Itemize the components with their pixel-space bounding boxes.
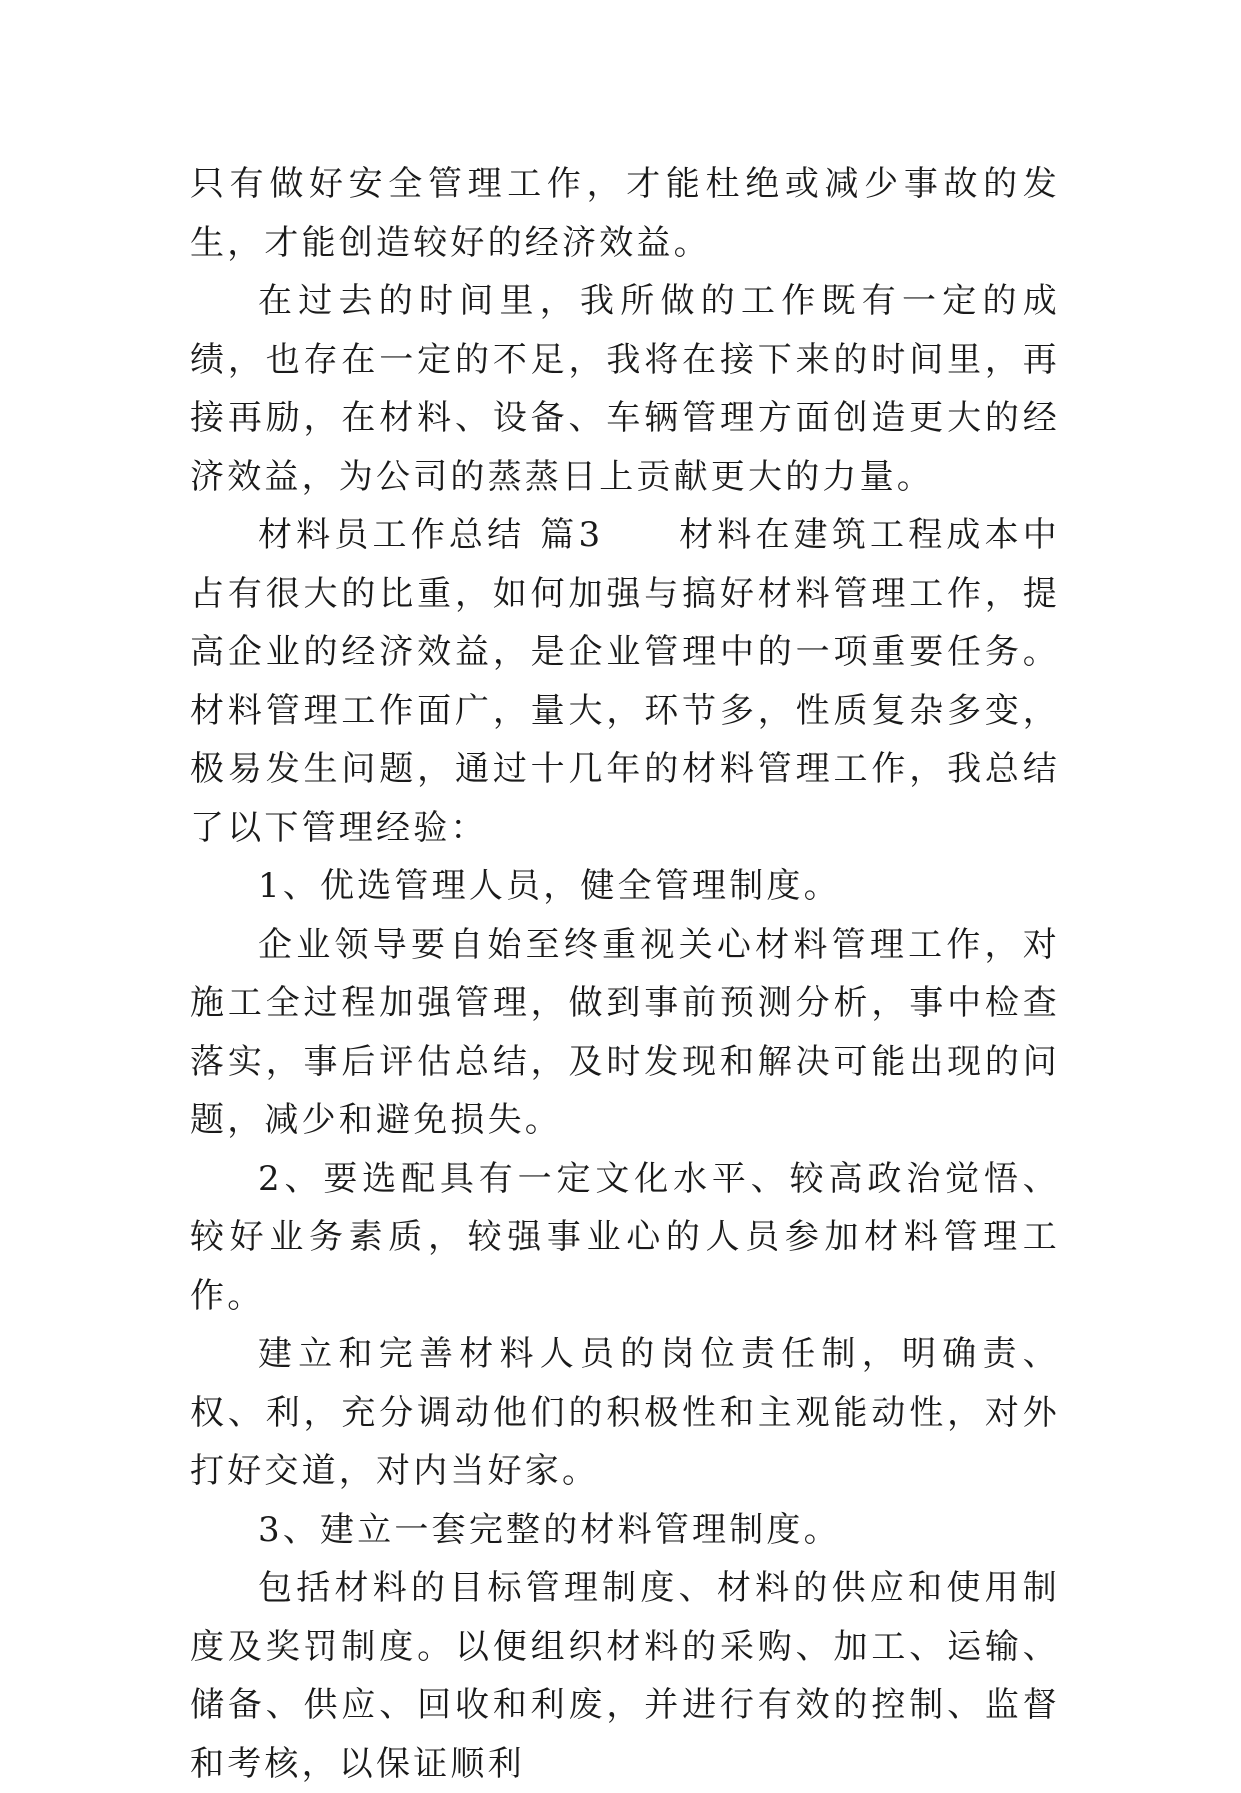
paragraph-6: 2、要选配具有一定文化水平、较高政治觉悟、较好业务素质，较强事业心的人员参加材料管理工作。 bbox=[190, 1158, 1060, 1316]
paragraph-8: 3、建立一套完整的材料管理制度。 bbox=[258, 1509, 841, 1550]
paragraph-4: 1、优选管理人员，健全管理制度。 bbox=[258, 866, 841, 906]
paragraph-9: 包括材料的目标管理制度、材料的供应和使用制度及奖罚制度。以便组织材料的采购、加工、运输、储备、供应、回收和利废，并进行有效的控制、监督和考核，以保证顺利 bbox=[190, 1568, 1060, 1784]
document-body bbox=[190, 155, 1060, 1793]
paragraph-7: 建立和完善材料人员的岗位责任制，明确责、权、利，充分调动他们的积极性和主观能动性，对外打好交道，对内当好家。 bbox=[190, 1334, 1060, 1491]
paragraph-5: 企业领导要自始至终重视关心材料管理工作，对施工全过程加强管理，做到事前预测分析，事中检查落实，事后评估总结，及时发现和解决可能出现的问题，减少和避免损失。 bbox=[190, 924, 1060, 1140]
paragraph-3-text: 材料在建筑工程成本中占有很大的比重，如何加强与搞好材料管理工作，提高企业的经济效益，是企业管理中的一项重要任务。材料管理工作面广，量大，环节多，性质复杂多变，极易发生问题，通过十几年的材料管理工作，我总结了以下管理经验： bbox=[190, 515, 1060, 848]
paragraph-3 bbox=[190, 506, 1060, 857]
paragraph-1: 只有做好安全管理工作，才能杜绝或减少事故的发生，才能创造较好的经济效益。 bbox=[190, 164, 1060, 263]
section-heading: 材料员工作总结 篇3 bbox=[258, 515, 604, 555]
paragraph-2: 在过去的时间里，我所做的工作既有一定的成绩，也存在一定的不足，我将在接下来的时间里，再接再励，在材料、设备、车辆管理方面创造更大的经济效益，为公司的蒸蒸日上贡献更大的力量。 bbox=[190, 281, 1060, 497]
